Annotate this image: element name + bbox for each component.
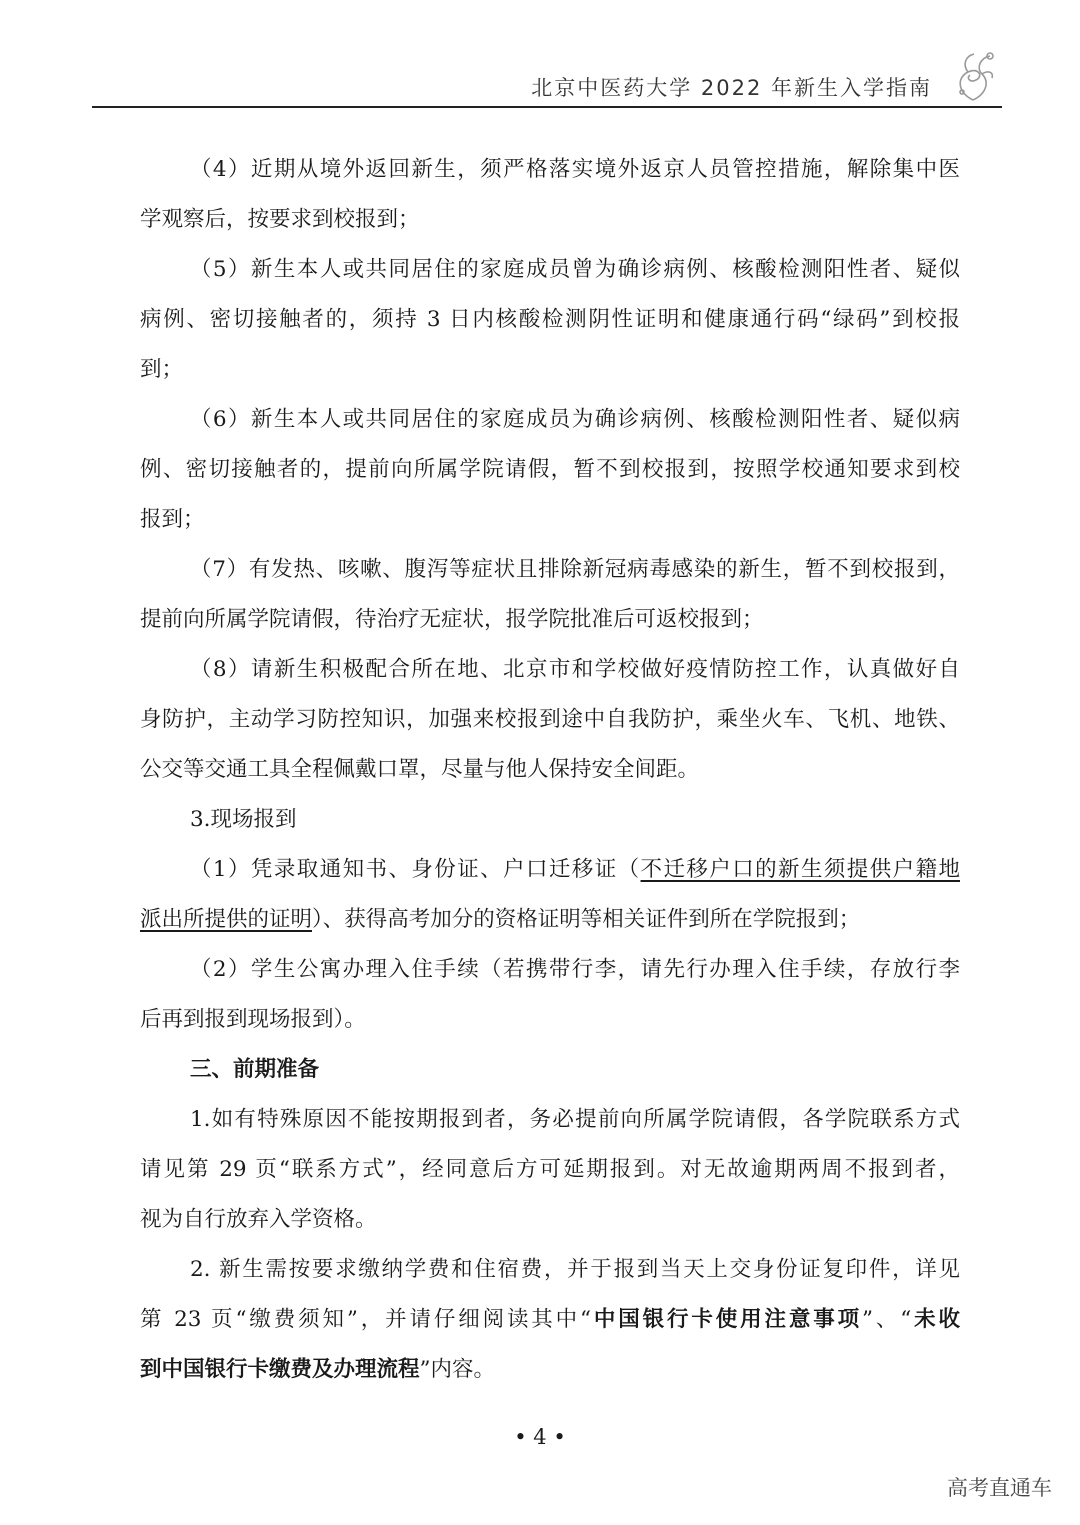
text-line	[140, 1345, 960, 1395]
paragraph	[140, 795, 960, 845]
text-segment: （5）新生本人或共同居住的家庭成员曾为确诊病例、核酸检测阳性者、疑似	[190, 257, 960, 282]
text-line	[140, 145, 960, 195]
text-segment: （1）凭录取通知书、身份证、户口迁移证（	[190, 857, 641, 882]
text-line	[140, 895, 960, 945]
text-line	[140, 1045, 960, 1095]
document-body	[140, 145, 960, 1395]
header-title: 北京中医药大学 2022 年新生入学指南	[531, 76, 932, 100]
text-segment: （6）新生本人或共同居住的家庭成员为确诊病例、核酸检测阳性者、疑似病	[190, 407, 960, 432]
paragraph	[140, 645, 960, 795]
page-number: • 4 •	[514, 1425, 566, 1449]
text-segment: 1.如有特殊原因不能按期报到者，务必提前向所属学院请假，各学院联系方式	[190, 1107, 960, 1132]
text-line	[140, 295, 960, 345]
text-line	[140, 845, 960, 895]
text-segment: 提前向所属学院请假，待治疗无症状，报学院批准后可返校报到；	[140, 607, 764, 632]
text-line	[140, 245, 960, 295]
text-segment: 第 23 页“缴费须知”，并请仔细阅读其中“	[140, 1307, 592, 1332]
text-segment: （2）学生公寓办理入住手续（若携带行李，请先行办理入住手续，存放行李	[190, 957, 960, 982]
text-line	[140, 995, 960, 1045]
text-segment: 3.现场报到	[190, 807, 297, 832]
text-segment: 2. 新生需按要求缴纳学费和住宿费，并于报到当天上交身份证复印件，详见	[190, 1257, 960, 1282]
text-segment: 后再到报到现场报到）。	[140, 1007, 366, 1032]
text-line	[140, 745, 960, 795]
bold-text: 到中国银行卡缴费及办理流程	[140, 1357, 420, 1382]
text-segment: 报到；	[140, 507, 205, 532]
text-line	[140, 395, 960, 445]
text-segment: 学观察后，按要求到校报到；	[140, 207, 420, 232]
text-segment: ）、获得高考加分的资格证明等相关证件到所在学院报到；	[312, 907, 861, 932]
text-line	[140, 795, 960, 845]
page-header	[92, 60, 1002, 108]
text-segment: ”、“	[862, 1307, 912, 1332]
text-line	[140, 445, 960, 495]
text-segment: 三、前期准备	[190, 1057, 320, 1082]
text-segment: 公交等交通工具全程佩戴口罩，尽量与他人保持安全间距。	[140, 757, 700, 782]
paragraph	[140, 395, 960, 545]
text-line	[140, 545, 960, 595]
text-segment: 病例、密切接触者的，须持 3 日内核酸检测阴性证明和健康通行码“绿码”到校报	[140, 307, 960, 332]
paragraph	[140, 845, 960, 945]
bold-text: 未收	[911, 1307, 960, 1332]
paragraph	[140, 545, 960, 645]
text-segment: （8）请新生积极配合所在地、北京市和学校做好疫情防控工作，认真做好自	[190, 657, 960, 682]
text-segment: 视为自行放弃入学资格。	[140, 1207, 377, 1232]
paragraph	[140, 1095, 960, 1245]
watermark: 高考直通车	[947, 1476, 1052, 1500]
text-line	[140, 1095, 960, 1145]
underlined-text: 派出所提供的证明	[140, 907, 313, 932]
floral-ornament-icon	[948, 48, 998, 104]
text-segment: 例、密切接触者的，提前向所属学院请假，暂不到校报到，按照学校通知要求到校	[140, 457, 960, 482]
paragraph	[140, 945, 960, 1045]
text-line	[140, 1195, 960, 1245]
text-line	[140, 195, 960, 245]
text-line	[140, 945, 960, 995]
section-heading	[140, 1045, 960, 1095]
text-segment: 到；	[140, 357, 184, 382]
text-segment: 身防护，主动学习防控知识，加强来校报到途中自我防护，乘坐火车、飞机、地铁、	[140, 707, 960, 732]
text-segment: 请见第 29 页“联系方式”，经同意后方可延期报到。对无故逾期两周不报到者，	[140, 1157, 960, 1182]
paragraph	[140, 1245, 960, 1395]
text-line	[140, 695, 960, 745]
text-line	[140, 495, 960, 545]
paragraph	[140, 145, 960, 245]
text-line	[140, 645, 960, 695]
text-line	[140, 1245, 960, 1295]
bold-text: 中国银行卡使用注意事项	[591, 1307, 862, 1332]
text-segment: （4）近期从境外返回新生，须严格落实境外返京人员管控措施，解除集中医	[190, 157, 960, 182]
text-segment: ”内容。	[419, 1357, 496, 1382]
text-line	[140, 1295, 960, 1345]
text-segment: （7）有发热、咳嗽、腹泻等症状且排除新冠病毒感染的新生，暂不到校报到，	[190, 557, 960, 582]
text-line	[140, 1145, 960, 1195]
text-line	[140, 595, 960, 645]
paragraph	[140, 245, 960, 395]
underlined-text: 不迁移户口的新生须提供户籍地	[640, 857, 960, 882]
text-line	[140, 345, 960, 395]
